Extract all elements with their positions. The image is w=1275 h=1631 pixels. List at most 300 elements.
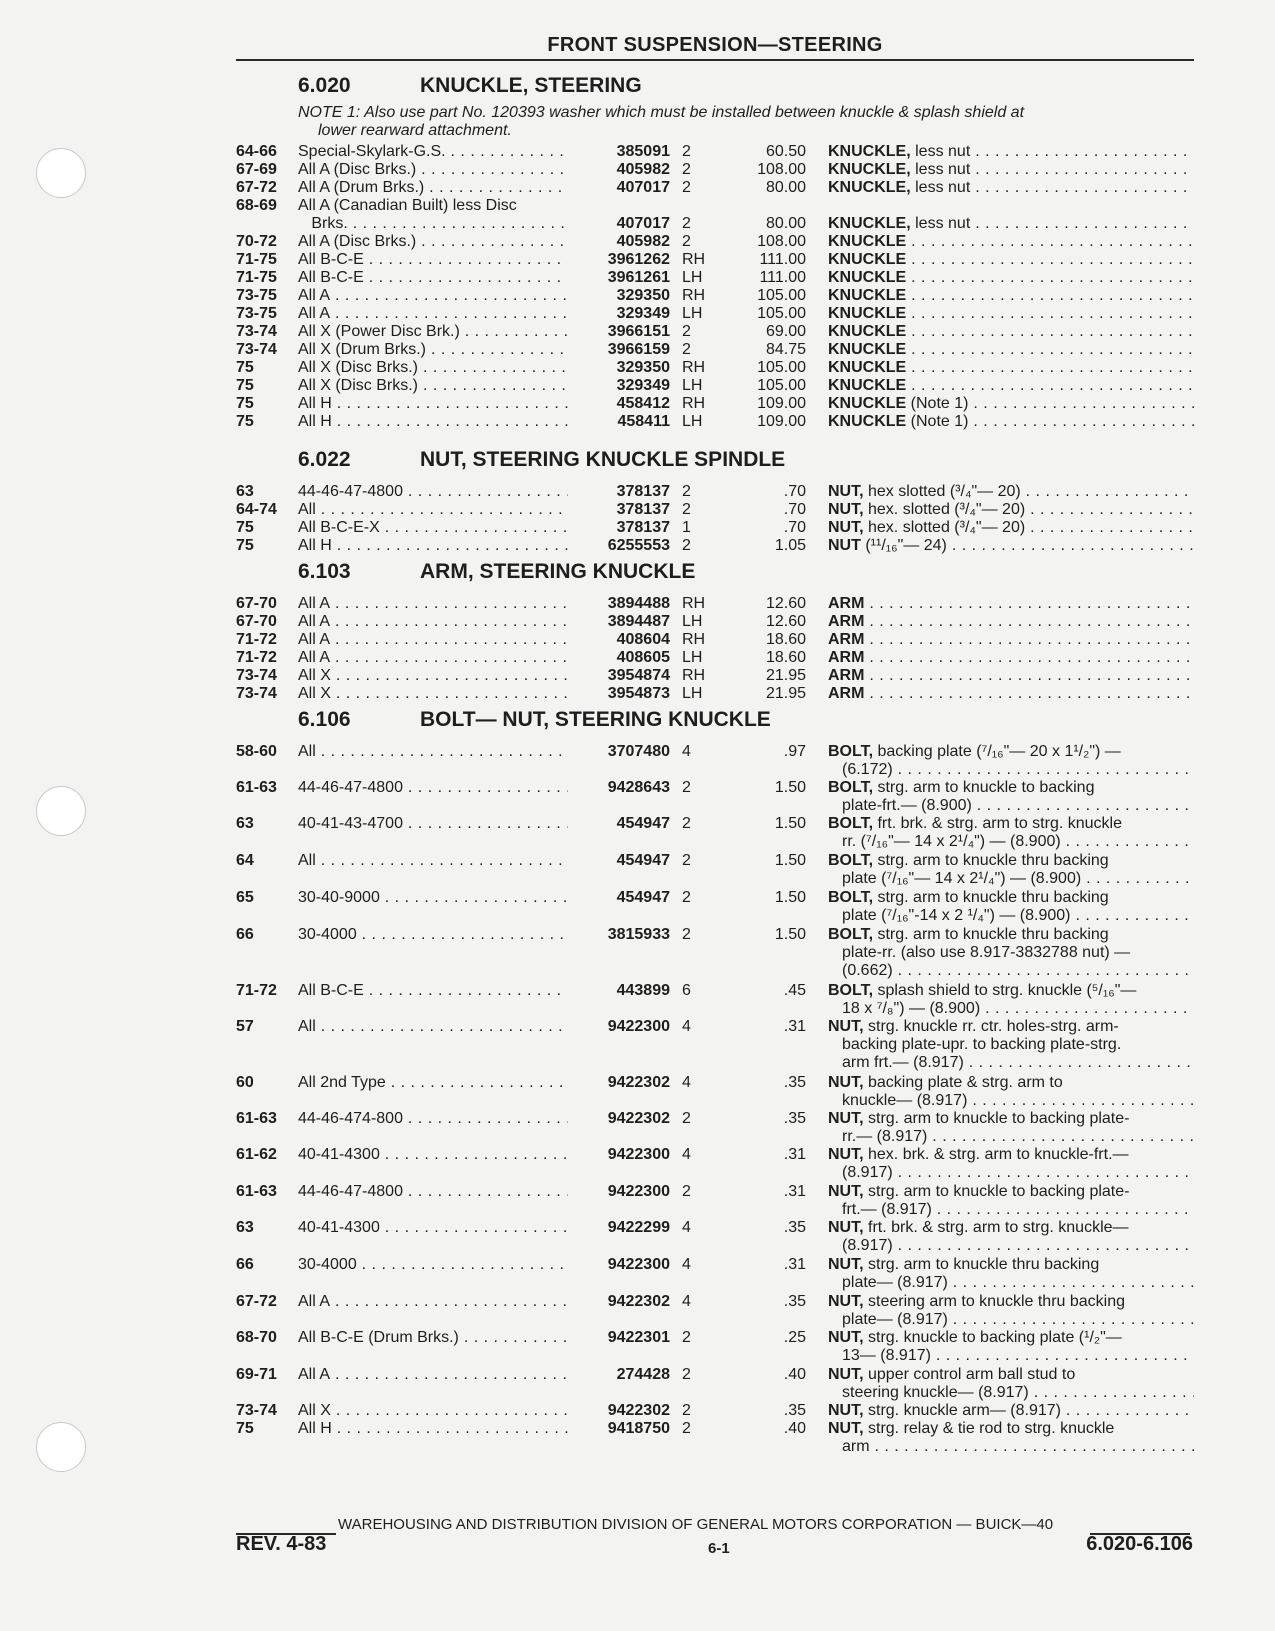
quantity: RH	[682, 287, 706, 304]
part-row	[0, 1183, 1275, 1201]
model-name: All A . . .	[298, 595, 568, 613]
part-number: 9422301	[607, 1329, 670, 1346]
model-years: 67-70	[236, 613, 277, 630]
description	[828, 483, 1194, 501]
description	[828, 1402, 1194, 1420]
revision-label: REV. 4-83	[236, 1533, 327, 1555]
quantity: 2	[682, 1110, 691, 1127]
quantity: RH	[682, 631, 706, 648]
description-continued: (6.172) . . .	[842, 761, 1194, 779]
description	[828, 815, 1194, 833]
quantity: 2	[682, 537, 691, 554]
quantity: LH	[682, 685, 703, 702]
part-row	[0, 161, 1275, 179]
quantity: 2	[682, 501, 691, 518]
part-number: 9422302	[607, 1074, 670, 1091]
model-name: All H . . .	[298, 413, 568, 431]
description-detail: strg. relay & tie rod to strg. knuckle	[863, 1420, 1115, 1437]
quantity: LH	[682, 613, 703, 630]
description-detail: hex. brk. & strg. arm to knuckle-frt.—	[863, 1146, 1129, 1163]
part-number: 9422302	[607, 1293, 670, 1310]
part-number: 9422302	[607, 1110, 670, 1127]
part-row	[0, 395, 1275, 413]
model-years: 73-75	[236, 287, 277, 304]
part-number: 3961261	[607, 269, 670, 286]
part-number: 405982	[616, 161, 670, 178]
quantity: RH	[682, 395, 706, 412]
part-number: 9422300	[607, 1183, 670, 1200]
quantity: 4	[682, 1074, 691, 1091]
quantity: 4	[682, 1018, 691, 1035]
description-name: NUT,	[828, 1110, 864, 1127]
description	[828, 1366, 1194, 1384]
model-years: 73-75	[236, 305, 277, 322]
model-name: All . . .	[298, 743, 568, 761]
model-name: All X . . .	[298, 1402, 568, 1420]
part-row	[0, 1018, 1275, 1036]
part-number: 408605	[616, 649, 670, 666]
description-name: NUT,	[828, 1146, 864, 1163]
model-years: 73-74	[236, 685, 277, 702]
description-detail: (Note 1)	[906, 413, 969, 430]
part-number: 405982	[616, 233, 670, 250]
quantity: LH	[682, 269, 703, 286]
model-years: 61-63	[236, 1110, 277, 1127]
part-number: 378137	[616, 483, 670, 500]
description-name: NUT,	[828, 1329, 864, 1346]
description-detail: strg. arm to knuckle thru backing	[873, 926, 1109, 943]
part-number: 3954874	[607, 667, 670, 684]
part-number: 458411	[617, 413, 670, 430]
description-continued: (0.662) . . .	[842, 962, 1194, 980]
description	[828, 1110, 1194, 1128]
quantity: 1	[682, 519, 691, 536]
description-name: KNUCKLE	[828, 269, 907, 286]
part-row	[0, 287, 1275, 305]
price: 1.50	[774, 815, 806, 832]
price: 1.50	[774, 926, 806, 943]
model-years: 67-72	[236, 179, 277, 196]
description	[828, 1256, 1194, 1274]
model-name: All A . . .	[298, 631, 568, 649]
part-row	[0, 667, 1275, 685]
part-row	[0, 1074, 1275, 1092]
part-number: 443899	[616, 982, 670, 999]
model-name: All A . . .	[298, 649, 568, 667]
price: .31	[783, 1018, 806, 1035]
description-name: NUT,	[828, 1402, 864, 1419]
description-detail: less nut	[910, 179, 971, 196]
description	[828, 982, 1194, 1000]
description	[828, 613, 1194, 631]
part-row	[0, 1329, 1275, 1347]
model-name: All X (Drum Brks.) . . .	[298, 341, 568, 359]
price: .70	[783, 501, 806, 518]
description-name: NUT,	[828, 1420, 864, 1437]
part-row-continued	[0, 833, 1275, 851]
part-number: 274428	[616, 1366, 670, 1383]
price: 12.60	[765, 613, 806, 630]
description-name: NUT,	[828, 519, 864, 536]
description-name: ARM	[828, 613, 865, 630]
section-note: NOTE 1: Also use part No. 120393 washer which must be installed between knuckle & splash shield at	[298, 104, 1025, 121]
part-row	[0, 377, 1275, 395]
description-detail: strg. arm to knuckle to backing plate-	[863, 1110, 1130, 1127]
description-name: NUT,	[828, 1074, 864, 1091]
part-row	[0, 251, 1275, 269]
quantity: 2	[682, 1366, 691, 1383]
quantity: 4	[682, 743, 691, 760]
description-continued: 13— (8.917) . . .	[842, 1347, 1194, 1365]
quantity: 2	[682, 1329, 691, 1346]
price: 111.00	[759, 251, 806, 268]
part-row-continued	[0, 1347, 1275, 1365]
page-number: 6-1	[708, 1540, 730, 1557]
description	[828, 743, 1194, 761]
model-name: All A (Canadian Built) less Disc	[298, 197, 517, 214]
description-name: KNUCKLE	[828, 251, 907, 268]
part-row-continued	[0, 1000, 1275, 1018]
description-name: NUT,	[828, 1256, 864, 1273]
model-name: Brks. . . .	[298, 215, 568, 233]
model-name: All A (Disc Brks.) . . .	[298, 233, 568, 251]
description	[828, 926, 1194, 944]
section-title: KNUCKLE, STEERING	[420, 74, 642, 97]
model-years: 67-72	[236, 1293, 277, 1310]
description	[828, 889, 1194, 907]
model-years: 73-74	[236, 341, 277, 358]
part-number: 3966159	[607, 341, 670, 358]
model-years: 71-72	[236, 649, 277, 666]
price: 1.50	[774, 889, 806, 906]
quantity: 2	[682, 323, 691, 340]
part-row	[0, 233, 1275, 251]
description-name: BOLT,	[828, 982, 874, 999]
description	[828, 667, 1194, 685]
description-continued: rr. (⁷/₁₆"— 14 x 2¹/₄") — (8.900) . . .	[842, 833, 1194, 851]
model-name: 30-4000 . . .	[298, 1256, 568, 1274]
description	[828, 1329, 1194, 1347]
price: .70	[783, 483, 806, 500]
description-name: NUT,	[828, 1018, 864, 1035]
part-row-continued	[0, 797, 1275, 815]
section-title: NUT, STEERING KNUCKLE SPINDLE	[420, 448, 786, 471]
quantity: 2	[682, 779, 691, 796]
model-years: 66	[236, 1256, 254, 1273]
part-row-continued	[0, 1128, 1275, 1146]
quantity: 2	[682, 161, 691, 178]
part-number: 407017	[616, 179, 670, 196]
section-range: 6.020-6.106	[1086, 1533, 1193, 1555]
part-row-continued	[0, 1311, 1275, 1329]
model-name: 40-41-43-4700 . . .	[298, 815, 568, 833]
price: 105.00	[757, 377, 806, 394]
description-name: NUT,	[828, 501, 864, 518]
description	[828, 519, 1194, 537]
description	[828, 1183, 1194, 1201]
description	[828, 413, 1194, 431]
description-name: BOLT,	[828, 815, 874, 832]
section-number: 6.020	[298, 74, 351, 97]
description	[828, 161, 1194, 179]
description	[828, 359, 1194, 377]
description-detail: less nut	[910, 215, 971, 232]
part-row	[0, 1256, 1275, 1274]
part-number: 454947	[616, 889, 670, 906]
part-row	[0, 179, 1275, 197]
part-number: 9422300	[607, 1256, 670, 1273]
part-row	[0, 815, 1275, 833]
model-name: All B-C-E (Drum Brks.) . . .	[298, 1329, 568, 1347]
page-header: FRONT SUSPENSION—STEERING	[547, 34, 883, 56]
description-name: KNUCKLE,	[828, 215, 911, 232]
quantity: 2	[682, 815, 691, 832]
model-name: All . . .	[298, 852, 568, 870]
quantity: 2	[682, 926, 691, 943]
model-name: All A (Drum Brks.) . . .	[298, 179, 568, 197]
description	[828, 852, 1194, 870]
model-name: All H . . .	[298, 395, 568, 413]
footer-division: WAREHOUSING AND DISTRIBUTION DIVISION OF GENERAL MOTORS CORPORATION — BUICK—40	[338, 1516, 1054, 1533]
part-row	[0, 1146, 1275, 1164]
price: .97	[783, 743, 806, 760]
description-continued: frt.— (8.917) . . .	[842, 1201, 1194, 1219]
model-name: Special-Skylark-G.S. . . .	[298, 143, 568, 161]
model-years: 65	[236, 889, 254, 906]
description	[828, 395, 1194, 413]
model-name: All 2nd Type . . .	[298, 1074, 568, 1092]
model-name: All A . . .	[298, 305, 568, 323]
model-name: All B-C-E . . .	[298, 982, 568, 1000]
part-number: 407017	[616, 215, 670, 232]
model-name: 44-46-47-4800 . . .	[298, 1183, 568, 1201]
description-name: KNUCKLE	[828, 305, 907, 322]
section-number: 6.106	[298, 708, 351, 731]
model-years: 66	[236, 926, 254, 943]
part-row	[0, 1402, 1275, 1420]
description	[828, 1074, 1194, 1092]
part-row	[0, 982, 1275, 1000]
description	[828, 631, 1194, 649]
description-name: BOLT,	[828, 926, 874, 943]
model-name: 44-46-47-4800 . . .	[298, 483, 568, 501]
section-title: ARM, STEERING KNUCKLE	[420, 560, 696, 583]
part-number: 458412	[616, 395, 670, 412]
part-row-continued	[0, 1237, 1275, 1255]
model-years: 75	[236, 1420, 254, 1437]
model-name: 44-46-47-4800 . . .	[298, 779, 568, 797]
model-years: 75	[236, 377, 254, 394]
description	[828, 501, 1194, 519]
description-detail: backing plate & strg. arm to	[863, 1074, 1063, 1091]
description-name: KNUCKLE	[828, 413, 907, 430]
quantity: 4	[682, 1146, 691, 1163]
price: 1.50	[774, 852, 806, 869]
description-continued: (8.917) . . .	[842, 1164, 1194, 1182]
part-number: 454947	[616, 815, 670, 832]
quantity: 2	[682, 341, 691, 358]
part-row	[0, 613, 1275, 631]
description-name: NUT,	[828, 1366, 864, 1383]
quantity: LH	[682, 413, 703, 430]
description-detail: (Note 1)	[906, 395, 969, 412]
price: 105.00	[757, 305, 806, 322]
price: 80.00	[765, 179, 806, 196]
part-row	[0, 631, 1275, 649]
part-number: 3961262	[607, 251, 670, 268]
description-detail: hex. slotted (³/₄"— 20)	[863, 501, 1026, 518]
model-name: All A . . .	[298, 1366, 568, 1384]
part-number: 329350	[616, 287, 670, 304]
quantity: 2	[682, 483, 691, 500]
description-name: NUT,	[828, 1293, 864, 1310]
model-years: 70-72	[236, 233, 277, 250]
model-years: 75	[236, 395, 254, 412]
model-years: 71-72	[236, 982, 277, 999]
description-detail: strg. knuckle arm— (8.917)	[863, 1402, 1061, 1419]
model-years: 71-72	[236, 631, 277, 648]
price: .31	[783, 1146, 806, 1163]
model-name: All B-C-E . . .	[298, 251, 568, 269]
description-name: BOLT,	[828, 889, 874, 906]
part-number: 3815933	[607, 926, 670, 943]
part-row	[0, 143, 1275, 161]
description-name: NUT,	[828, 483, 864, 500]
model-years: 68-69	[236, 197, 277, 214]
part-row	[0, 779, 1275, 797]
part-row	[0, 519, 1275, 537]
model-years: 73-74	[236, 667, 277, 684]
part-row-continued	[0, 1384, 1275, 1402]
description-detail: strg. arm to knuckle to backing	[873, 779, 1095, 796]
part-row	[0, 413, 1275, 431]
quantity: 2	[682, 852, 691, 869]
model-name: 44-46-474-800 . . .	[298, 1110, 568, 1128]
quantity: 2	[682, 1420, 691, 1437]
price: 1.05	[774, 537, 806, 554]
description	[828, 377, 1194, 395]
description-continued: rr.— (8.917) . . .	[842, 1128, 1194, 1146]
price: 18.60	[765, 631, 806, 648]
model-years: 63	[236, 483, 254, 500]
part-row	[0, 537, 1275, 555]
price: .35	[783, 1293, 806, 1310]
model-name: All A . . .	[298, 613, 568, 631]
quantity: 2	[682, 233, 691, 250]
part-row	[0, 305, 1275, 323]
price: 21.95	[765, 667, 806, 684]
description-continued: (8.917) . . .	[842, 1237, 1194, 1255]
description-name: KNUCKLE	[828, 377, 907, 394]
model-name: 30-40-9000 . . .	[298, 889, 568, 907]
price: 109.00	[757, 395, 806, 412]
description-continued: plate-rr. (also use 8.917-3832788 nut) —	[842, 944, 1131, 961]
price: 80.00	[765, 215, 806, 232]
price: 109.00	[757, 413, 806, 430]
description-continued: plate— (8.917) . . .	[842, 1274, 1194, 1292]
description-name: NUT	[828, 537, 861, 554]
quantity: 6	[682, 982, 691, 999]
part-number: 3954873	[607, 685, 670, 702]
price: .31	[783, 1256, 806, 1273]
model-years: 61-62	[236, 1146, 277, 1163]
description-detail: upper control arm ball stud to	[863, 1366, 1076, 1383]
model-years: 61-63	[236, 1183, 277, 1200]
part-number: 9422302	[607, 1402, 670, 1419]
model-name: All X (Disc Brks.) . . .	[298, 377, 568, 395]
description-detail: strg. knuckle to backing plate (¹/₂"—	[863, 1329, 1122, 1346]
part-row	[0, 341, 1275, 359]
description-continued: 18 x ⁷/₈") — (8.900) . . .	[842, 1000, 1194, 1018]
description	[828, 779, 1194, 797]
part-number: 9428643	[607, 779, 670, 796]
part-row-continued	[0, 1092, 1275, 1110]
description-continued: plate-frt.— (8.900) . . .	[842, 797, 1194, 815]
description-name: KNUCKLE	[828, 395, 907, 412]
description-detail: strg. knuckle rr. ctr. holes-strg. arm-	[863, 1018, 1119, 1035]
description-name: KNUCKLE,	[828, 143, 911, 160]
quantity: 4	[682, 1293, 691, 1310]
description-name: ARM	[828, 649, 865, 666]
description	[828, 537, 1194, 555]
description	[828, 649, 1194, 667]
part-row-continued	[0, 1036, 1275, 1054]
price: 69.00	[765, 323, 806, 340]
description-name: ARM	[828, 595, 865, 612]
model-years: 64	[236, 852, 254, 869]
model-years: 57	[236, 1018, 254, 1035]
description-continued: plate— (8.917) . . .	[842, 1311, 1194, 1329]
part-row-continued	[0, 944, 1275, 962]
description	[828, 143, 1194, 161]
model-name: All A . . .	[298, 287, 568, 305]
part-row	[0, 197, 1275, 215]
quantity: 2	[682, 1183, 691, 1200]
quantity: 2	[682, 143, 691, 160]
part-number: 3894488	[607, 595, 670, 612]
description	[828, 215, 1194, 233]
model-name: All . . .	[298, 1018, 568, 1036]
description-name: ARM	[828, 667, 865, 684]
model-name: All B-C-E . . .	[298, 269, 568, 287]
part-row-continued	[0, 870, 1275, 888]
model-name: All X . . .	[298, 667, 568, 685]
description-name: BOLT,	[828, 743, 874, 760]
section-number: 6.022	[298, 448, 351, 471]
model-years: 64-66	[236, 143, 277, 160]
description	[828, 179, 1194, 197]
description-continued: arm . . .	[842, 1438, 1194, 1456]
section-title: BOLT— NUT, STEERING KNUCKLE	[420, 708, 771, 731]
part-row	[0, 852, 1275, 870]
price: .35	[783, 1402, 806, 1419]
model-name: All H . . .	[298, 1420, 568, 1438]
part-row	[0, 889, 1275, 907]
price: .40	[783, 1420, 806, 1437]
quantity: 2	[682, 215, 691, 232]
description-continued: plate (⁷/₁₆"-14 x 2 ¹/₄") — (8.900) . . .	[842, 907, 1194, 925]
description	[828, 287, 1194, 305]
description-detail: strg. arm to knuckle thru backing	[873, 852, 1109, 869]
description-name: NUT,	[828, 1219, 864, 1236]
part-row	[0, 359, 1275, 377]
model-name: All B-C-E-X . . .	[298, 519, 568, 537]
description	[828, 1018, 1194, 1036]
description-detail: less nut	[910, 161, 971, 178]
model-name: 40-41-4300 . . .	[298, 1219, 568, 1237]
part-row-continued	[0, 1274, 1275, 1292]
price: 18.60	[765, 649, 806, 666]
